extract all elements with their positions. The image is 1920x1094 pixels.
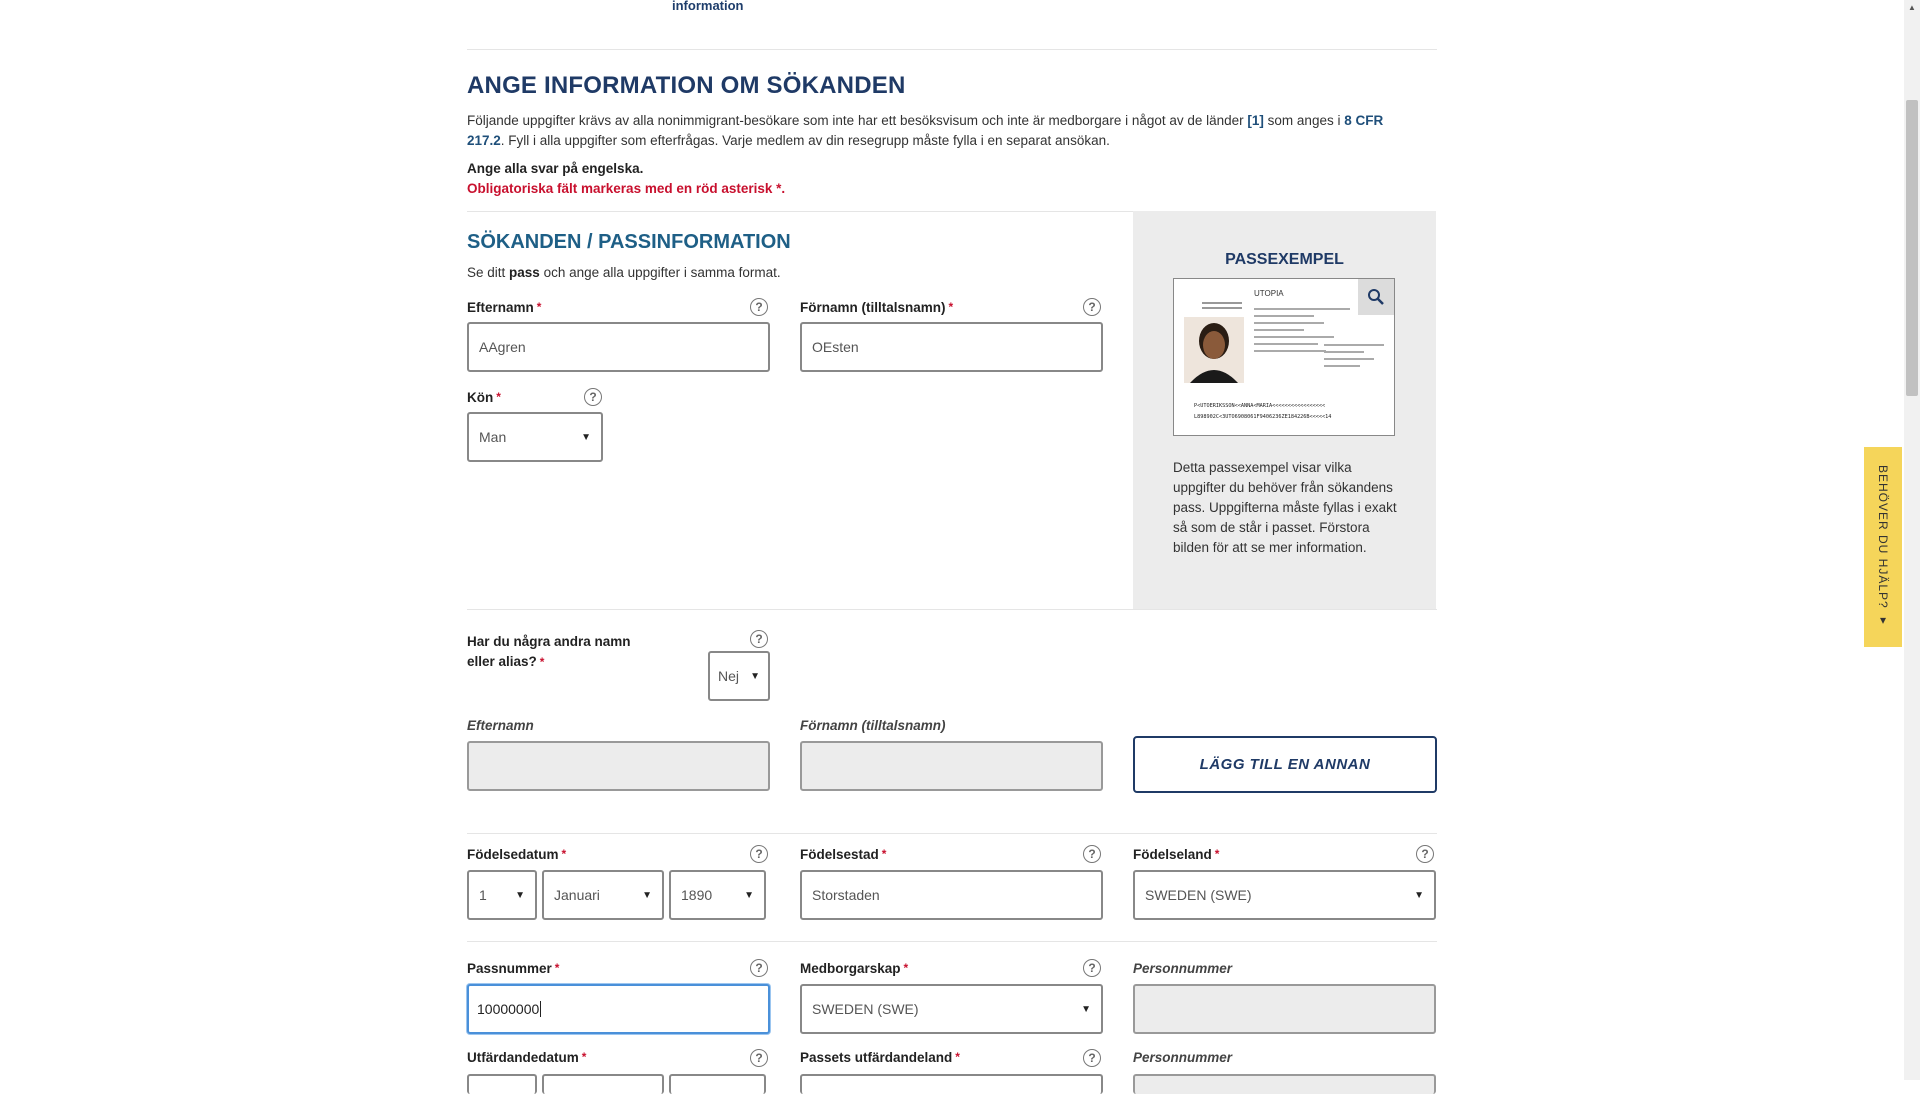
chevron-down-icon: ▼ [1414, 889, 1424, 901]
help-icon[interactable]: ? [1416, 845, 1434, 863]
chevron-down-icon: ▼ [1081, 1003, 1091, 1015]
help-icon[interactable]: ? [1083, 298, 1101, 316]
gender-select[interactable]: Man ▼ [467, 412, 603, 462]
chevron-down-icon: ▼ [744, 889, 754, 901]
divider [467, 211, 1133, 212]
help-icon[interactable]: ? [750, 959, 768, 977]
issuing-country-select[interactable] [800, 1074, 1103, 1094]
alias-surname-label: Efternamn [467, 718, 534, 733]
birth-country-label: Födelseland * [1133, 847, 1220, 862]
issue-month-select[interactable] [542, 1074, 664, 1094]
issuing-country-label: Passets utfärdandeland * [800, 1050, 960, 1065]
passport-number-input[interactable]: 10000000 [467, 984, 770, 1034]
birth-month-select[interactable]: Januari ▼ [542, 870, 664, 920]
scrollbar-thumb[interactable] [1906, 100, 1918, 396]
english-note: Ange alla svar på engelska. [467, 161, 644, 176]
required-note: Obligatoriska fält markeras med en röd asterisk *. [467, 181, 786, 196]
chevron-down-icon: ▼ [515, 889, 525, 901]
surname-label: Efternamn * [467, 300, 542, 315]
section-subtitle: Se ditt pass och ange alla uppgifter i samma format. [467, 265, 781, 280]
scroll-up-arrow-icon[interactable]: ▲ [1908, 2, 1916, 12]
divider [467, 941, 1437, 942]
issue-date-label: Utfärdandedatum * [467, 1050, 587, 1065]
chevron-down-icon: ▼ [581, 431, 591, 443]
help-icon[interactable]: ? [750, 845, 768, 863]
personal-number-label: Personnummer [1133, 961, 1233, 976]
alias-question-label: Har du några andra namn eller alias? * [467, 634, 631, 669]
passport-number-label: Passnummer * [467, 961, 560, 976]
alias-surname-input[interactable] [467, 741, 770, 791]
birth-day-select[interactable]: 1 ▼ [467, 870, 537, 920]
help-icon[interactable]: ? [1083, 845, 1101, 863]
alias-select[interactable]: Nej ▼ [708, 651, 770, 701]
divider [467, 49, 1437, 50]
cfr-link[interactable]: 8 CFR 217.2 [467, 113, 1384, 148]
birth-city-label: Födelsestad * [800, 847, 887, 862]
add-alias-button[interactable]: LÄGG TILL EN ANNAN [1133, 736, 1437, 793]
issue-year-select[interactable] [669, 1074, 766, 1094]
birth-city-input[interactable]: Storstaden [800, 870, 1103, 920]
zoom-button[interactable] [1358, 279, 1394, 315]
section-title: SÖKANDEN / PASSINFORMATION [467, 231, 791, 253]
citizenship-label: Medborgarskap * [800, 961, 909, 976]
birth-date-label: Födelsedatum * [467, 847, 567, 862]
divider [467, 833, 1437, 834]
help-icon[interactable]: ? [584, 388, 602, 406]
need-help-tab[interactable]: BEHÖVER DU HJÄLP? ▾ [1864, 447, 1902, 647]
help-icon[interactable]: ? [750, 298, 768, 316]
given-name-label: Förnamn (tilltalsnamn) * [800, 300, 954, 315]
help-icon[interactable]: ? [750, 1049, 768, 1067]
passport-sample-image[interactable]: UTOPIA P<UTOERIKSSON<<ANNA<MARIA<<<<<<<<<<<<<<<<< L898902C<3UTO6908061F9406236ZE184226B<<<<<14 [1173, 278, 1395, 436]
chevron-down-icon: ▼ [750, 670, 760, 682]
passport-sample-title: PASSEXEMPEL [1225, 251, 1344, 268]
top-nav-link[interactable]: information [672, 0, 744, 13]
divider [467, 609, 1437, 610]
birth-year-select[interactable]: 1890 ▼ [669, 870, 766, 920]
alias-given-name-input[interactable] [800, 741, 1103, 791]
text-cursor [540, 1001, 541, 1017]
help-icon[interactable]: ? [750, 630, 768, 648]
alias-given-name-label: Förnamn (tilltalsnamn) [800, 718, 946, 733]
chevron-down-icon: ▼ [642, 889, 652, 901]
gender-label: Kön * [467, 390, 501, 405]
personal-number-input[interactable] [1133, 984, 1436, 1034]
help-icon[interactable]: ? [1083, 959, 1101, 977]
personal-number-input-2[interactable] [1133, 1074, 1436, 1094]
passport-photo [1184, 317, 1244, 383]
issue-day-select[interactable] [467, 1074, 537, 1094]
passport-sample-description: Detta passexempel visar vilka uppgifter du behöver från sökandens pass. Uppgifterna måste fyllas i exakt så som de står i passet. Förstora bilden för att se mer information. [1173, 460, 1397, 555]
footnote-link[interactable]: [1] [1247, 113, 1264, 128]
citizenship-select[interactable]: SWEDEN (SWE) ▼ [800, 984, 1103, 1034]
intro-text: Följande uppgifter krävs av alla nonimmigrant-besökare som inte har ett besöksvisum och inte är medborgare i något av de länder [1] som anges i 8 CFR 217.2. Fyll i alla uppgifter som efterfrågas. Varje medlem av din resegrupp måste fylla i en separat ansökan. [467, 113, 1384, 148]
help-icon[interactable]: ? [1083, 1049, 1101, 1067]
given-name-input[interactable]: OEsten [800, 322, 1103, 372]
personal-number-label-2: Personnummer [1133, 1050, 1233, 1065]
search-icon [1367, 288, 1385, 306]
page-title: ANGE INFORMATION OM SÖKANDEN [467, 72, 906, 99]
birth-country-select[interactable]: SWEDEN (SWE) ▼ [1133, 870, 1436, 920]
surname-input[interactable]: AAgren [467, 322, 770, 372]
